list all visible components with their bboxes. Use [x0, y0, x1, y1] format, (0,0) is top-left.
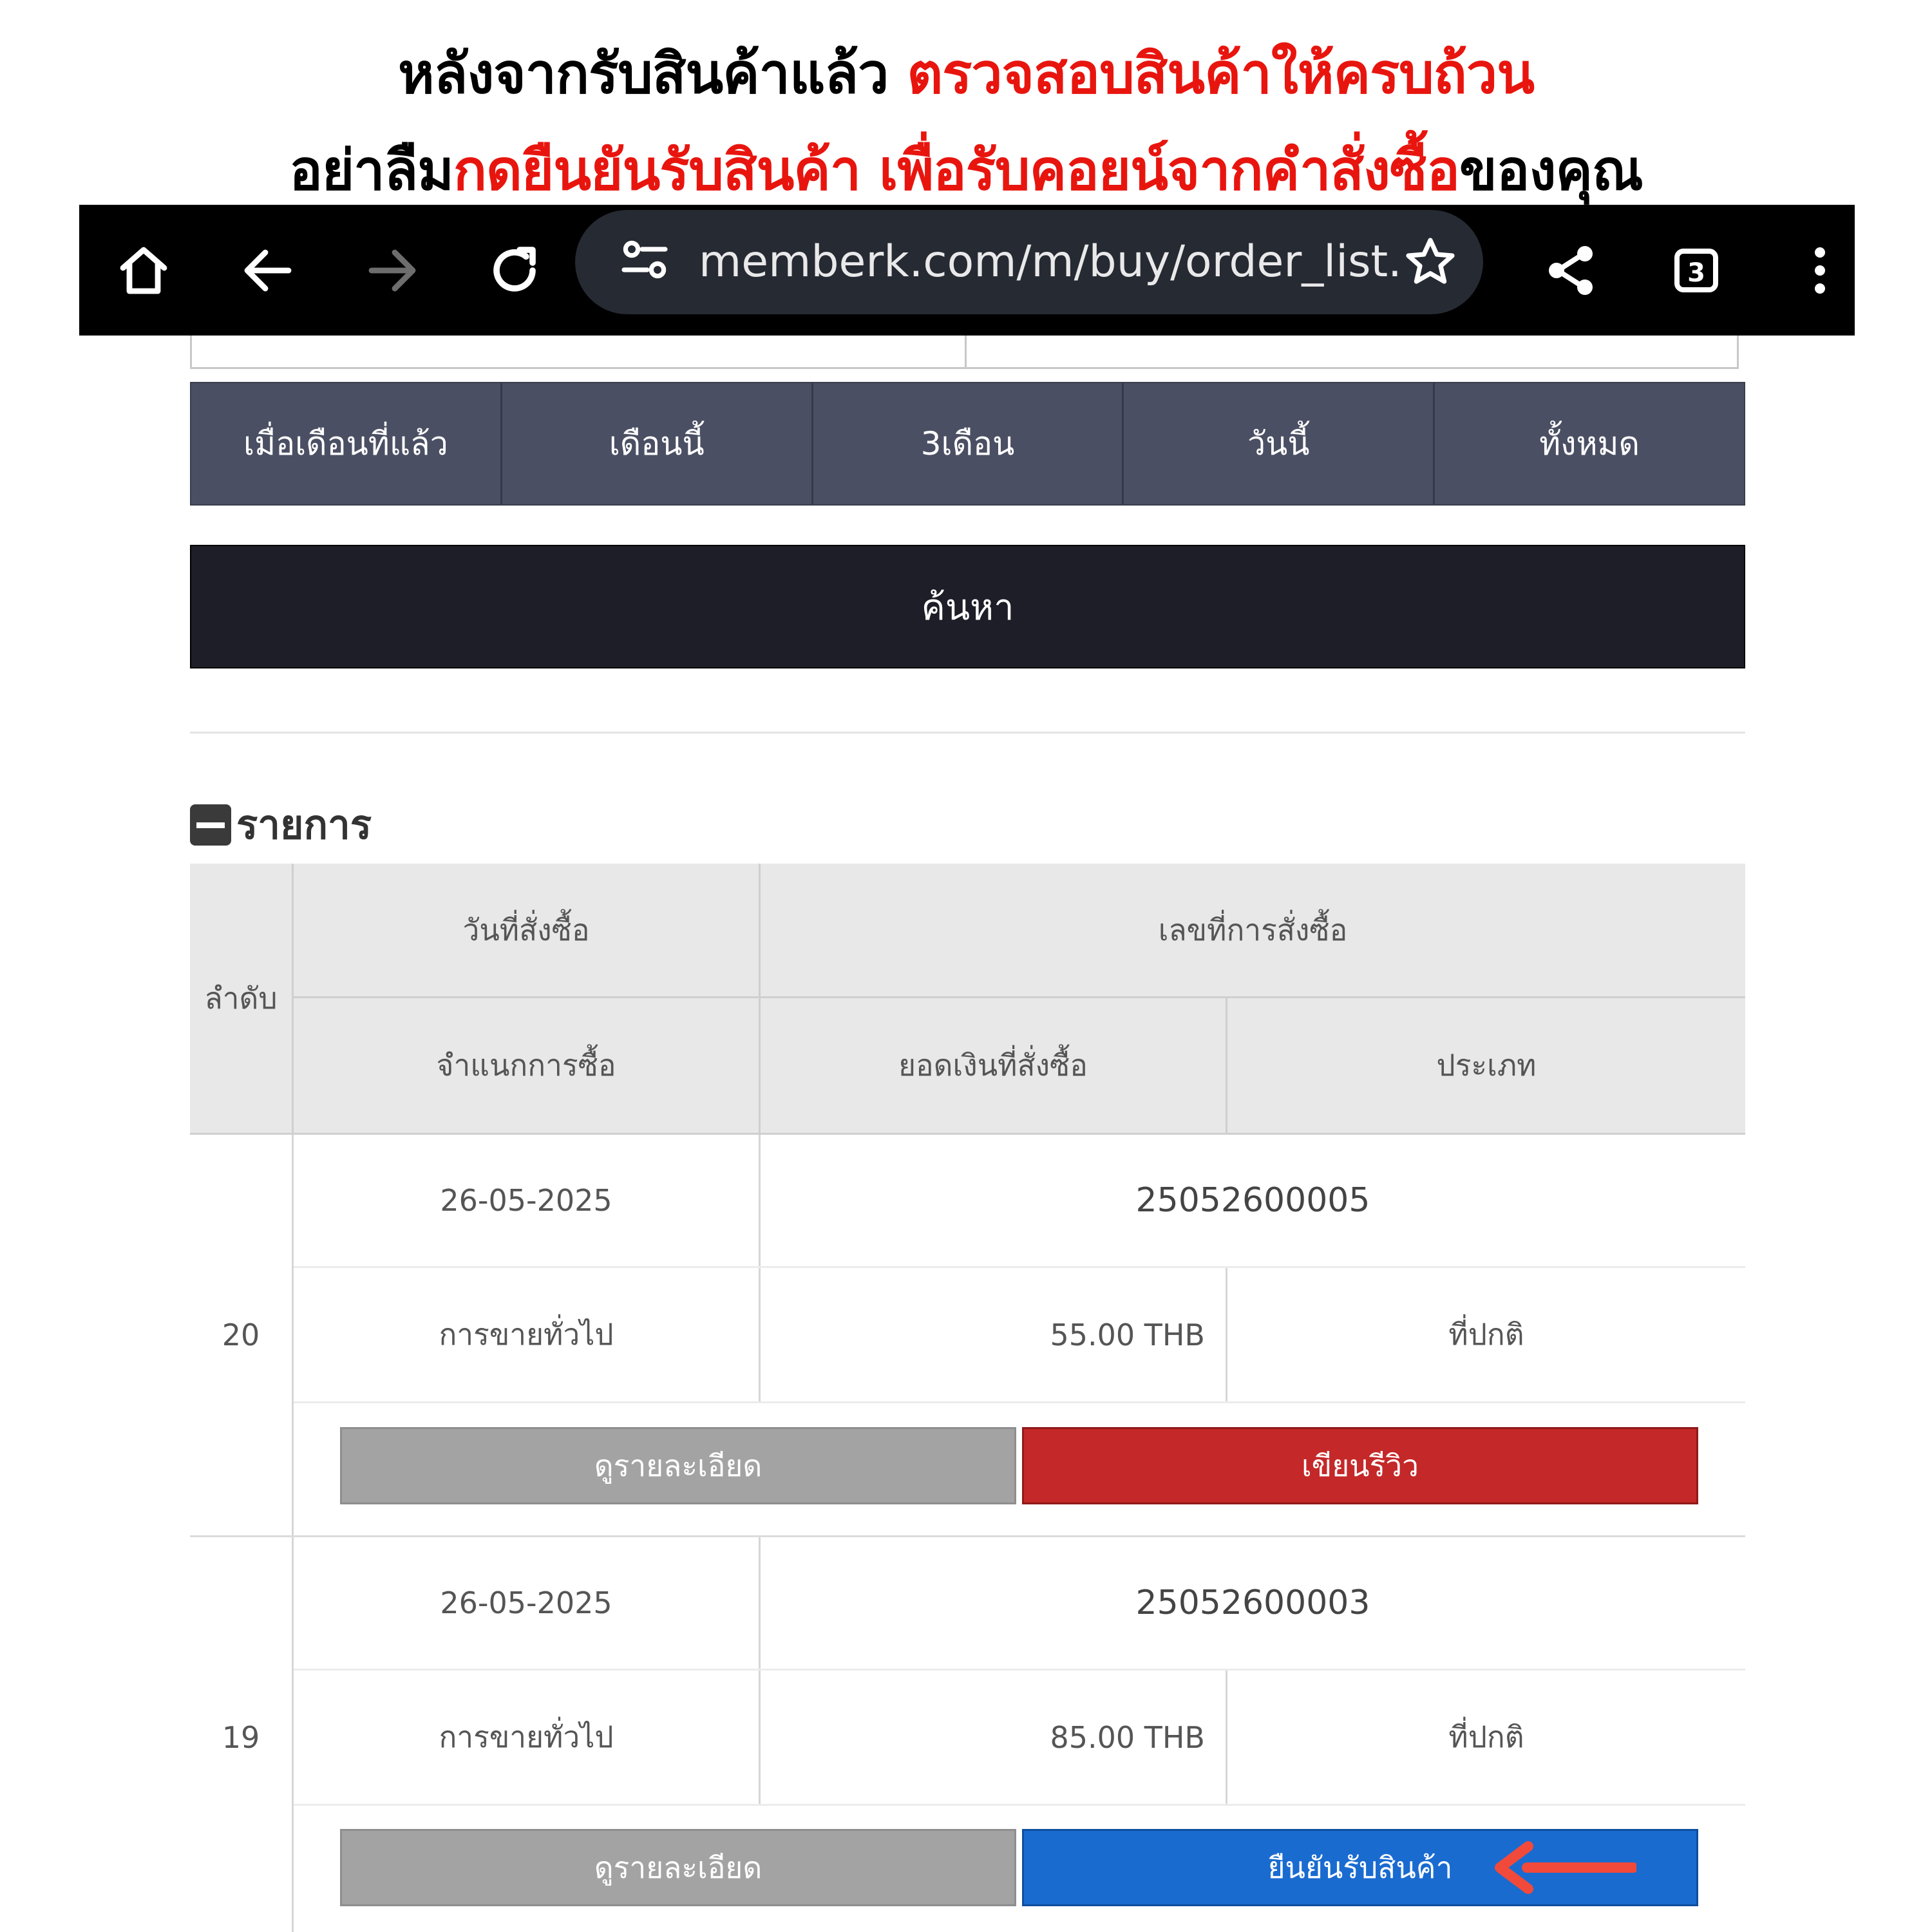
red-arrow-icon: [1488, 1839, 1636, 1897]
filter-last-month-button[interactable]: เมื่อเดือนที่แล้ว: [191, 383, 502, 504]
header-category: จำแนกการซื้อ: [294, 998, 759, 1133]
row-seq: 20: [190, 1135, 292, 1535]
header-seq: ลำดับ: [190, 864, 292, 1133]
row-category: การขายทั่วไป: [294, 1268, 759, 1401]
banner-text: อย่าลืม: [289, 138, 453, 203]
row-order-date: 26-05-2025: [294, 1135, 759, 1266]
header-divider: [1226, 998, 1227, 1133]
write-review-button[interactable]: เขียนรีวิว: [1022, 1427, 1698, 1504]
row-order-number: 25052600005: [761, 1135, 1745, 1266]
address-bar[interactable]: [575, 210, 1483, 314]
header-divider: [759, 864, 761, 1133]
header-divider: [294, 996, 1745, 998]
row-type: ที่ปกติ: [1227, 1671, 1745, 1804]
header-type: ประเภท: [1227, 998, 1745, 1133]
banner-highlight: กดยืนยันรับสินค้า เพื่อรับคอยน์จากคำสั่งซื้อ: [453, 138, 1460, 203]
period-filter-group: [190, 382, 1745, 506]
search-button[interactable]: ค้นหา: [190, 545, 1745, 668]
site-settings-icon[interactable]: [614, 231, 676, 293]
header-order-date: วันที่สั่งซื้อ: [294, 864, 759, 996]
row-amount: 55.00 THB: [761, 1268, 1226, 1401]
filter-this-month-button[interactable]: เดือนนี้: [502, 383, 813, 504]
filter-today-button[interactable]: วันนี้: [1124, 383, 1435, 504]
row-order-number: 25052600003: [761, 1537, 1745, 1669]
filter-3-months-button[interactable]: 3เดือน: [813, 383, 1124, 504]
section-title: รายการ: [236, 801, 372, 848]
banner-highlight: ตรวจสอบสินค้าให้ครบถ้วน: [907, 42, 1535, 106]
banner-text: หลังจากรับสินค้าแล้ว: [397, 42, 907, 106]
forward-arrow-icon[interactable]: [361, 240, 423, 301]
header-divider: [292, 864, 294, 1133]
header-order-number: เลขที่การสั่งซื้อ: [761, 864, 1745, 996]
date-range-divider: [965, 336, 967, 369]
home-icon[interactable]: [113, 240, 175, 301]
instruction-banner: [0, 26, 1932, 219]
row-order-date: 26-05-2025: [294, 1537, 759, 1669]
row-divider: [294, 1804, 1745, 1806]
star-icon[interactable]: [1399, 231, 1461, 293]
divider: [190, 732, 1745, 734]
browser-toolbar: [79, 205, 1855, 336]
reload-icon[interactable]: [484, 240, 545, 301]
section-header[interactable]: [190, 799, 372, 851]
tab-count: 3: [1687, 258, 1705, 288]
tabs-icon[interactable]: [1665, 240, 1727, 301]
share-icon[interactable]: [1541, 240, 1603, 301]
row-amount: 85.00 THB: [761, 1671, 1226, 1804]
row-category: การขายทั่วไป: [294, 1671, 759, 1804]
more-menu-icon[interactable]: [1789, 240, 1851, 301]
header-amount: ยอดเงินที่สั่งซื้อ: [761, 998, 1226, 1133]
collapse-icon[interactable]: [190, 804, 231, 846]
url-text[interactable]: memberk.com/m/buy/order_list.: [699, 236, 1402, 287]
row-seq: 19: [190, 1537, 292, 1932]
banner-line-1: [0, 26, 1932, 122]
banner-text: ของคุณ: [1459, 138, 1643, 203]
row-divider: [294, 1401, 1745, 1403]
row-type: ที่ปกติ: [1227, 1268, 1745, 1401]
date-range-inputs[interactable]: [190, 336, 1739, 369]
filter-all-button[interactable]: ทั้งหมด: [1435, 383, 1744, 504]
view-details-button[interactable]: ดูรายละเอียด: [340, 1829, 1016, 1906]
back-arrow-icon[interactable]: [237, 240, 299, 301]
view-details-button[interactable]: ดูรายละเอียด: [340, 1427, 1016, 1504]
confirm-receipt-button[interactable]: ยืนยันรับสินค้า: [1022, 1829, 1698, 1906]
